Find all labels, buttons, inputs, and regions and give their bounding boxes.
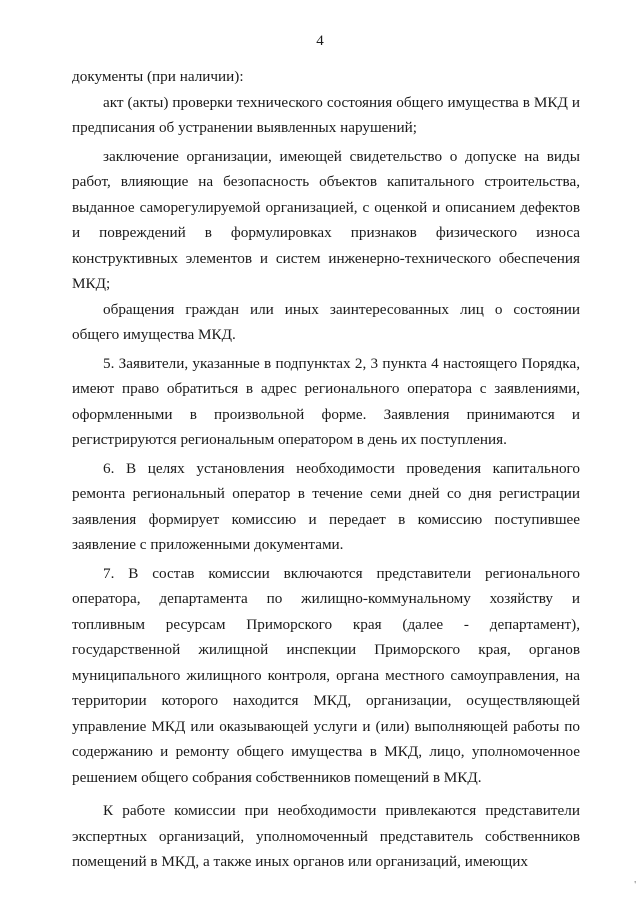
paragraph-citizen-appeals: обращения граждан или иных заинтересованных лиц о состоянии общего имущества МКД. xyxy=(72,300,580,343)
paragraph-item-7: 7. В состав комиссии включаются представители регионального оператора, департамента по жилищно-коммунальному хозяйству и топливным ресурсам Приморского края (далее - департамент), государственной жилищной инспекции Приморского края, органов муниципального жилищного контроля, органа местного самоуправления, на территории которого находится МКД, организации, осуществляющей управление МКД или оказывающей услуги и (или) выполняющей работы по содержанию и ремонту общего имущества в МКД, лицо, уполномоченное решением общего собрания собственников помещений в МКД. xyxy=(72,564,580,786)
paragraph-inspection-act: акт (акты) проверки технического состояния общего имущества в МКД и предписания об устранении выявленных нарушений; xyxy=(72,93,580,136)
paragraph-item-5: 5. Заявители, указанные в подпунктах 2, 3 пункта 4 настоящего Порядка, имеют право обратиться в адрес регионального оператора с заявлениями, оформленными в произвольной форме. Заявления принимаются и регистрируются региональным оператором в день их поступления. xyxy=(72,354,580,448)
page-number: 4 xyxy=(316,33,324,49)
document-body xyxy=(72,64,580,875)
paragraph-organization-conclusion: заключение организации, имеющей свидетельство о допуске на виды работ, влияющие на безопасность объектов капитального строительства, выданное саморегулируемой организацией, с оценкой и описанием дефектов и повреждений в формулировках признаков физического износа конструктивных элементов и систем инженерно-технического обеспечения МКД; xyxy=(72,147,580,292)
scan-edge-mark: ' xyxy=(634,880,636,891)
paragraph-item-6: 6. В целях установления необходимости проведения капитального ремонта региональный оператор в течение семи дней со дня регистрации заявления формирует комиссию и передает в комиссию поступившее заявление с приложенными документами. xyxy=(72,459,580,553)
paragraph-commission-experts: К работе комиссии при необходимости привлекаются представители экспертных организаций, уполномоченный представитель собственников помещений в МКД, а также иных органов или организаций, имеющих xyxy=(72,802,580,870)
paragraph-documents-intro: документы (при наличии): xyxy=(72,68,244,85)
